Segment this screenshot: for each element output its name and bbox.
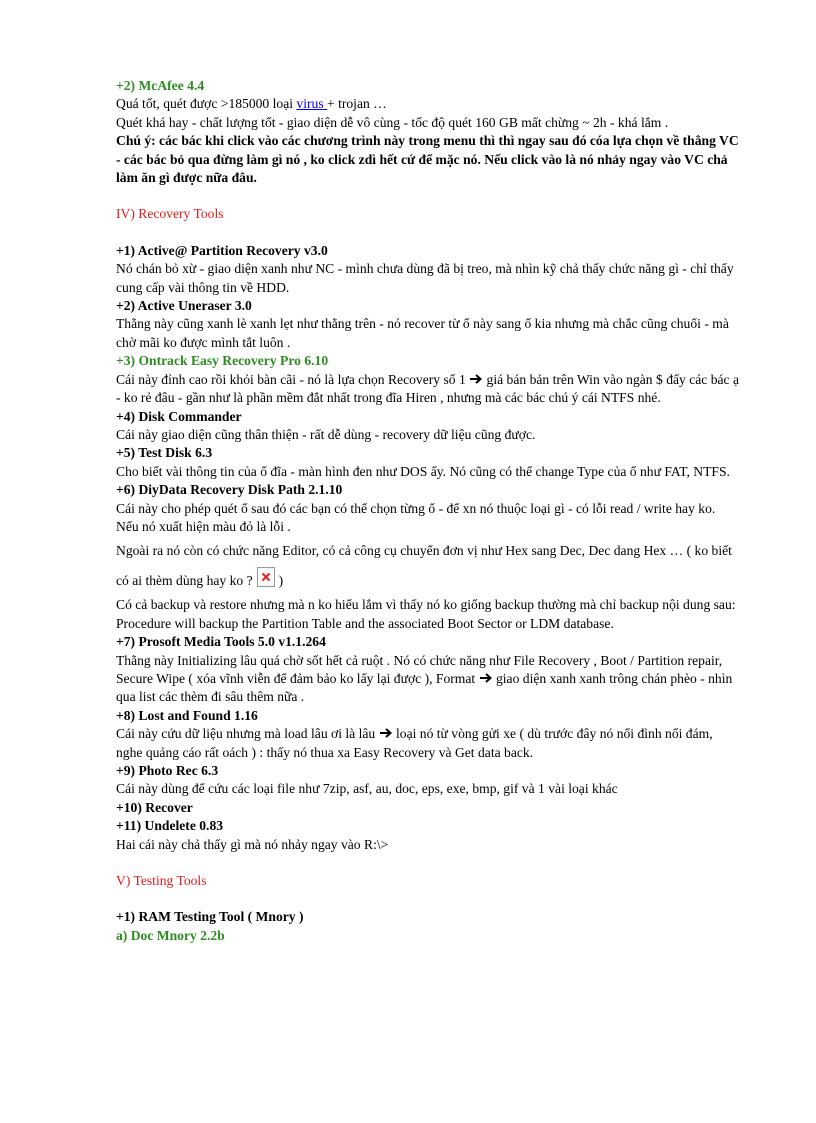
note-paragraph: Chú ý: các bác khi click vào các chương trình này trong menu thì thì ngay sau đó cóa lựa chọn về thẳng VC - các bác bỏ qua đừng làm gì nó , ko click zdì hết cứ để mặc nó. Nếu click vào là nó nhảy ngay vào VC chả làm ăn gì được nữa đâu.: [116, 133, 739, 186]
heading-mcafee: +2) McAfee 4.4: [116, 78, 205, 93]
document-body: [116, 77, 740, 945]
paragraph: [116, 725, 740, 762]
tool-heading: +9) Photo Rec 6.3: [116, 763, 219, 778]
text: loại nó từ vòng gửi xe ( dù trước đây nó nổi đình nổi đám, nghe quảng cáo rất oách ) : thấy nó thua xa Easy Recovery và Get data back.: [116, 726, 713, 760]
tool-heading: +1) RAM Testing Tool ( Mnory ): [116, 909, 304, 925]
paragraph: [116, 536, 740, 596]
paragraph: Quét khá hay - chất lượng tốt - giao diện dễ vô cùng - tốc độ quét 160 GB mất chừng ~ 2h - khá lắm .: [116, 114, 669, 130]
tool-heading: +2) Active Uneraser 3.0: [116, 298, 252, 314]
tool-heading: +3) Ontrack Easy Recovery Pro 6.10: [116, 353, 329, 369]
section-title-testing: V) Testing Tools: [116, 873, 207, 889]
arrow-right-icon: [479, 672, 493, 684]
section-title-recovery: IV) Recovery Tools: [116, 206, 224, 222]
paragraph: Procedure will backup the Partition Table and the associated Boot Sector or LDM database.: [116, 615, 614, 631]
broken-image-icon: [257, 567, 275, 587]
virus-link[interactable]: virus: [296, 96, 328, 112]
tool-heading: +8) Lost and Found 1.16: [116, 707, 258, 723]
arrow-right-icon: [469, 373, 483, 385]
text: giao diện xanh xanh trông chán phèo - nhìn qua list các thèm đi sâu thêm nữa .: [116, 670, 733, 705]
paragraph: Cho biết vài thông tin của ổ đĩa - màn hình đen như DOS ấy. Nó cũng có thể change Type của ổ như FAT, NTFS.: [116, 463, 730, 479]
text: Ngoài ra nó còn có chức năng Editor, có cả công cụ chuyển đơn vị như Hex sang Dec, Dec dang Hex … ( ko biết có ai thèm dùng hay ko ?: [116, 543, 732, 589]
text: Cái này cứu dữ liệu nhưng mà load lâu ơi là lâu: [116, 726, 379, 742]
text: ): [278, 573, 284, 589]
tool-heading: +10) Recover: [116, 799, 193, 815]
tool-heading: +11) Undelete 0.83: [116, 818, 224, 834]
tool-heading: +1) Active@ Partition Recovery v3.0: [116, 242, 328, 258]
text: Thằng này Initializing lâu quá chờ sốt hết cả ruột . Nó có chức năng như File Recovery , Boot / Partition repair, Secure Wipe ( xóa vĩnh viễn để đảm bảo ko lấy lại được ), Format: [116, 652, 723, 686]
paragraph: Có cả backup và restore nhưng mà n ko hiểu lắm vì thấy nó ko giống backup thường mà chỉ backup nội dung sau:: [116, 597, 736, 613]
paragraph: Nó chán bỏ xừ - giao diện xanh như NC - mình chưa dùng đã bị treo, mà nhìn kỹ chả thấy chức năng gì - chỉ thấy cung cấp vài thông tin về HDD.: [116, 261, 734, 295]
sub-heading: a) Doc Mnory 2.2b: [116, 927, 225, 943]
paragraph: [116, 95, 740, 113]
paragraph: [116, 371, 740, 408]
paragraph: Cái này cho phép quét ổ sau đó các bạn có thể chọn từng ổ - để xn nó thuộc loại gì - có lỗi read / write hay ko. Nếu nó xuất hiện màu đỏ là lỗi .: [116, 500, 716, 534]
paragraph: Cái này dùng để cứu các loại file như 7zip, asf, au, doc, eps, exe, bmp, gif và 1 vài loại khác: [116, 781, 618, 797]
text: giá bán bản trên Win vào ngàn $ đấy các bác ạ - ko rẻ đâu - gần như là phần mềm đắt nhất trong đĩa Hiren , nhưng mà các bác chú ý cái NTFS nhé.: [116, 371, 740, 406]
paragraph: Thằng này cũng xanh lè xanh lẹt như thằng trên - nó recover từ ổ này sang ổ kia nhưng mà chắc cũng chuối - mà chờ mãi ko được mình tắt luôn .: [116, 316, 729, 350]
text: Cái này đỉnh cao rồi khỏi bàn cãi - nó là lựa chọn Recovery số 1: [116, 371, 470, 387]
paragraph: Hai cái này chả thấy gì mà nó nhảy ngay vào R:\>: [116, 836, 389, 852]
text: Quá tốt, quét được >185000 loại: [116, 96, 297, 112]
paragraph: [116, 652, 740, 707]
tool-heading: +5) Test Disk 6.3: [116, 445, 213, 461]
tool-heading: +4) Disk Commander: [116, 408, 242, 424]
tool-heading: +6) DiyData Recovery Disk Path 2.1.10: [116, 482, 343, 498]
arrow-right-icon: [379, 727, 393, 739]
paragraph: Cái này giao diện cũng thân thiện - rất dễ dùng - recovery dữ liệu cũng được.: [116, 426, 536, 442]
text: + trojan …: [327, 96, 387, 112]
tool-heading: +7) Prosoft Media Tools 5.0 v1.1.264: [116, 634, 326, 650]
